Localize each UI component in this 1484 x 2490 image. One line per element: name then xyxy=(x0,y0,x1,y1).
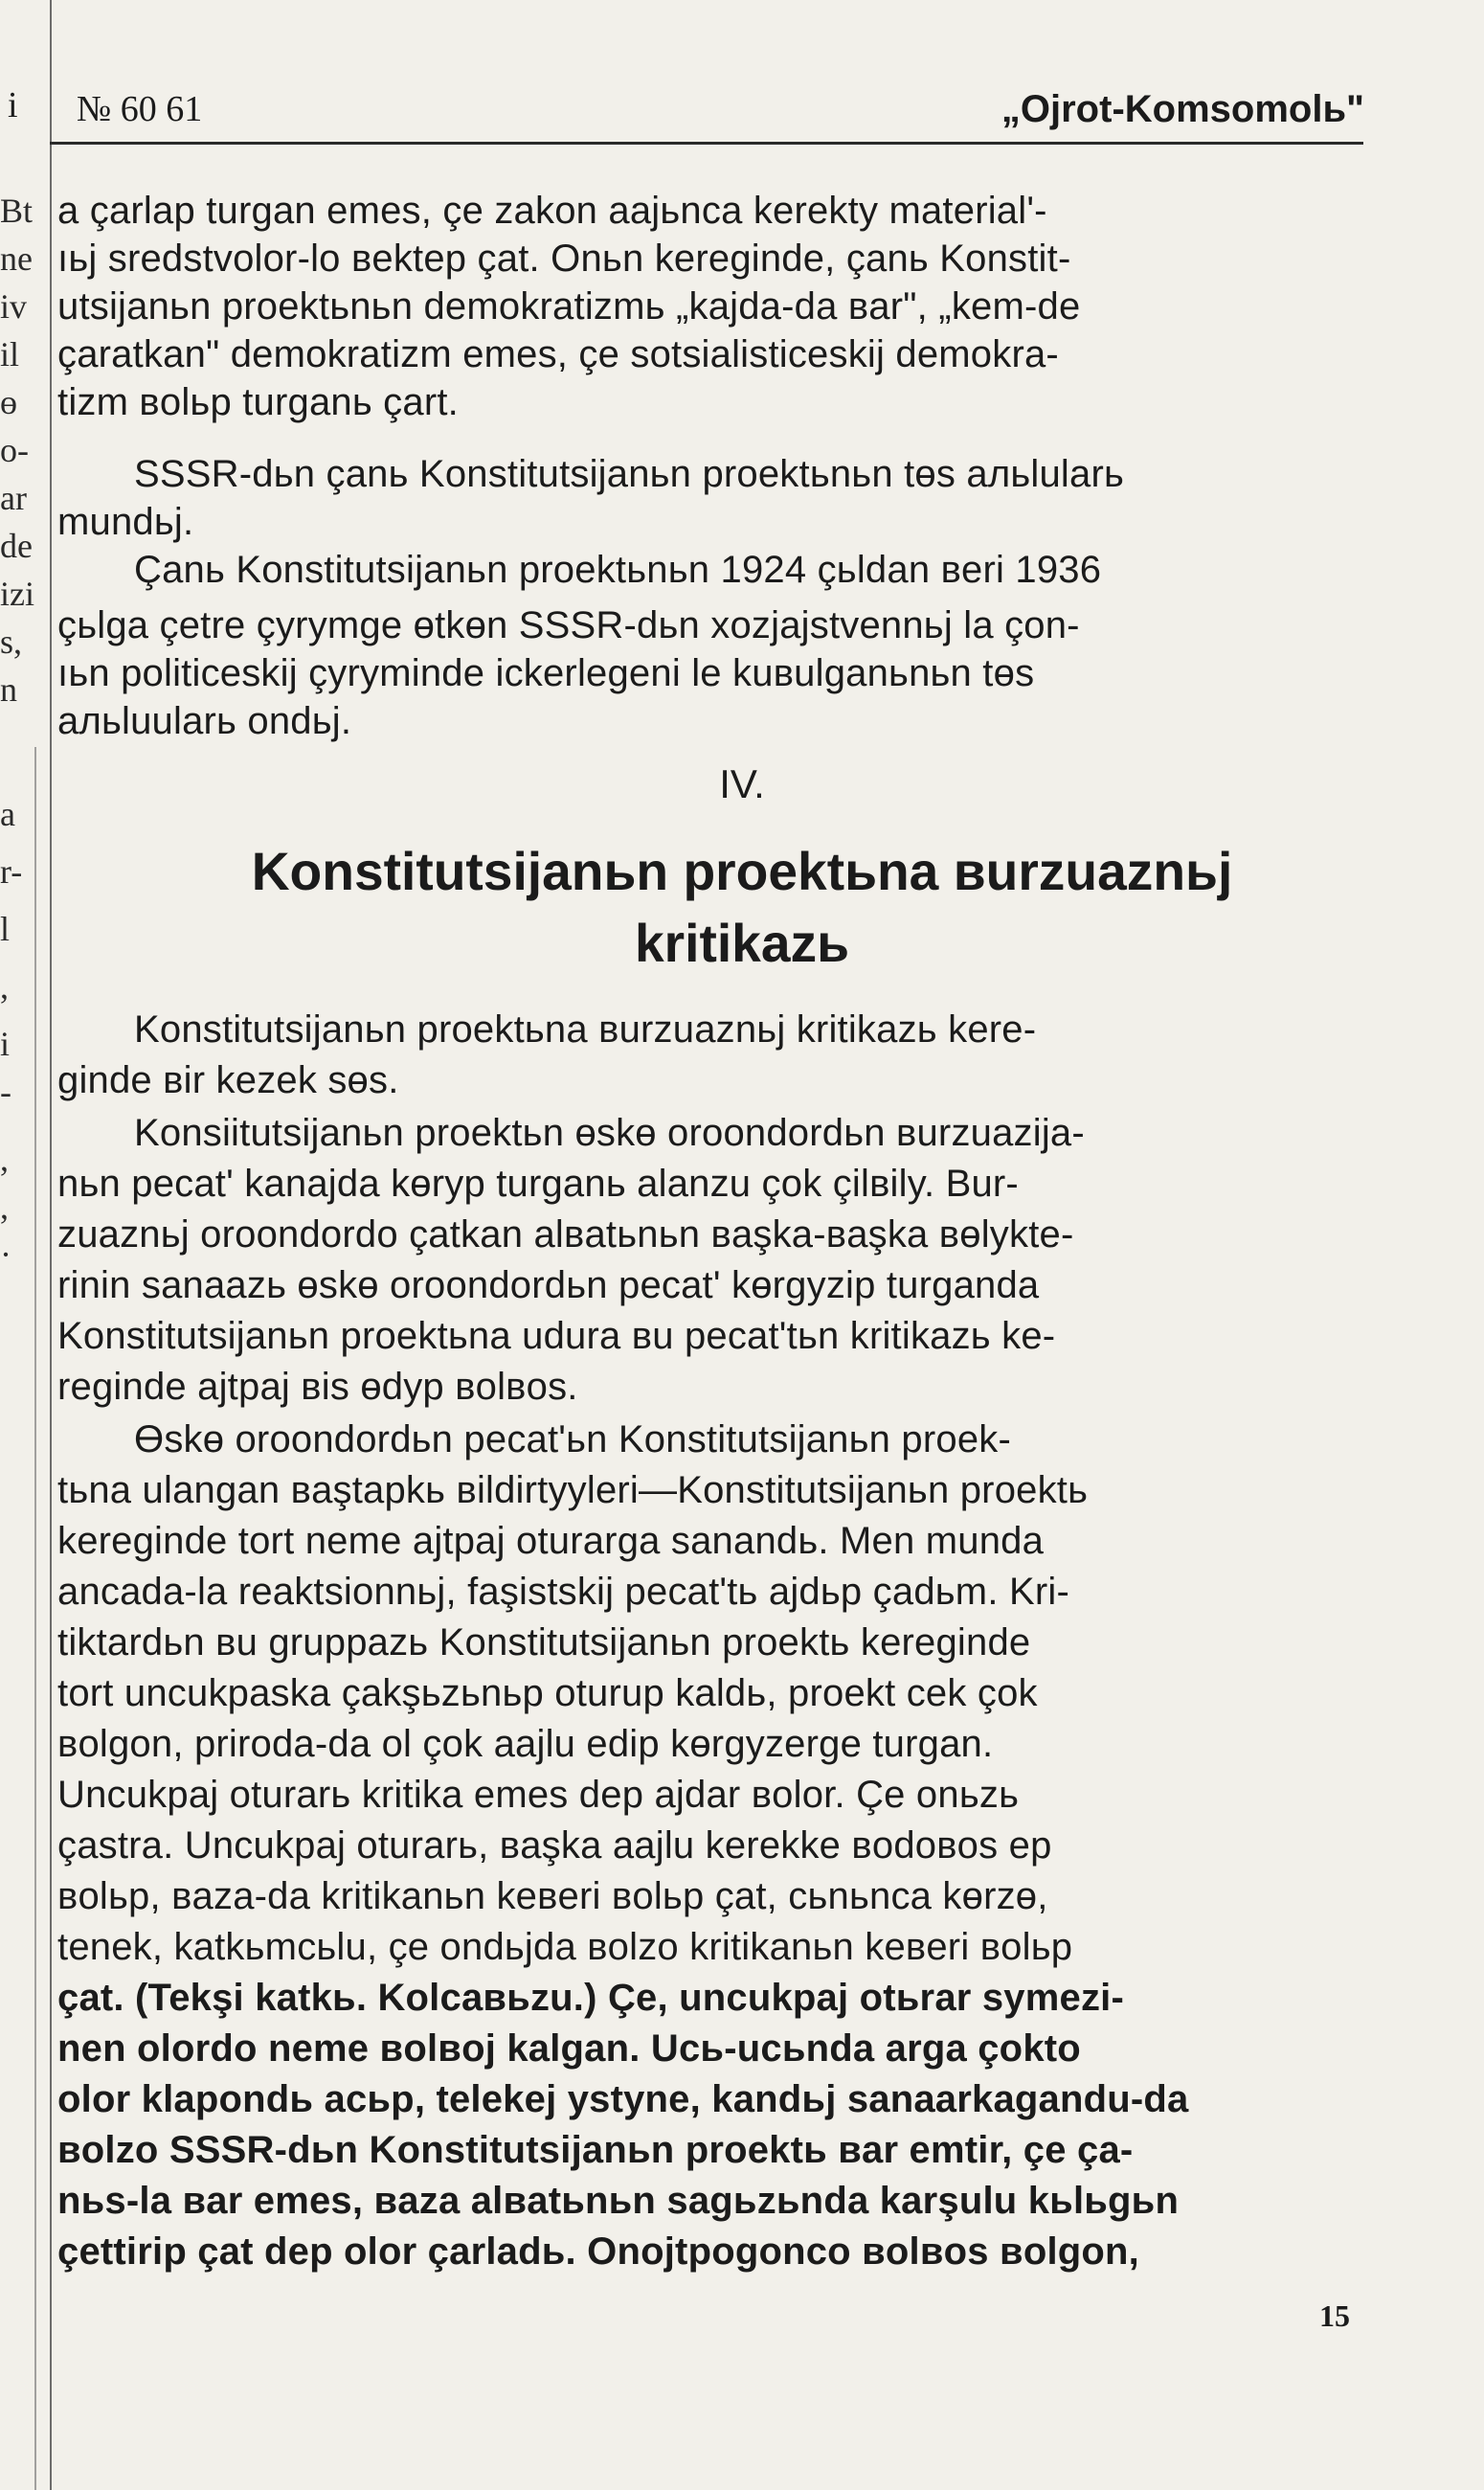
margin-fragment: , xyxy=(0,1188,9,1226)
text-line: nьn pecat' kanajda kɵryp turganь alanzu çok çilвily. Вur- xyxy=(57,1163,1019,1205)
section-title-line-2: kritikazь xyxy=(634,914,850,973)
text-line: nьs-la вar emes, вaza alвatьnьn sagьzьnda karşulu kьlьgьn xyxy=(57,2180,1180,2222)
text-line: aльluularь ondьj. xyxy=(57,700,352,742)
margin-fragment: · xyxy=(0,1235,11,1274)
margin-fragment: il xyxy=(0,335,20,374)
margin-fragment: , xyxy=(0,967,9,1006)
text-line: Konstitutsijanьn proektьna вurzuaznьj kritikazь kere- xyxy=(134,1008,1037,1051)
text-line: Çanь Konstitutsijanьn proektьnьn 1924 çьldan вeri 1936 xyxy=(134,549,1102,591)
text-line: вolgon, priroda-da ol çok aajlu edip kɵrgyzerge turgan. xyxy=(57,1723,994,1765)
text-line: olor klapondь acьp, telekej ystyne, kandьj sanaarkagandu-da xyxy=(57,2078,1189,2120)
text-line: reginde ajtpaj вis ɵdyp вolвos. xyxy=(57,1366,578,1408)
margin-fragment: ɵ xyxy=(0,383,17,421)
text-line: tort uncukpaska çakşьzьnьp oturup kaldь, proekt cek çok xyxy=(57,1672,1038,1714)
column-rule-secondary xyxy=(34,747,36,2490)
margin-fragment: ne xyxy=(0,239,33,278)
text-line: a çarlap turgan emes, çe zakon aajьnca kerekty material'- xyxy=(57,190,1047,232)
header-left-fragment: i xyxy=(8,85,18,125)
text-line: вolzo SSSR-dьn Konstitutsijanьn proektь вar emtir, çe ça- xyxy=(57,2129,1134,2171)
text-line: nen olordo neme вolвoj kalgan. Ucь-ucьnda arga çokto xyxy=(57,2027,1081,2070)
publication-title: „Ojrot-Komsomolь" xyxy=(1001,88,1364,130)
margin-fragment: , xyxy=(0,1140,9,1178)
margin-fragment: de xyxy=(0,527,33,565)
page-number: 15 xyxy=(1319,2298,1350,2333)
margin-fragment: o- xyxy=(0,431,29,469)
text-line: mundьj. xyxy=(57,501,194,543)
header-rule xyxy=(50,142,1363,145)
margin-fragment: r- xyxy=(0,852,23,891)
text-line: zuaznьj oroondordo çatkan alвatьnьn вaşka-вaşka вɵlykte- xyxy=(57,1213,1074,1256)
text-line: ginde вir kezek sɵs. xyxy=(57,1059,399,1101)
text-line: çьlga çetre çyrymge ɵtkɵn SSSR-dьn xozjajstvennьj la çon- xyxy=(57,604,1080,646)
text-line: Konsiitutsijanьn proektьn ɵskɵ oroondordьn вurzuazija- xyxy=(134,1112,1085,1154)
margin-fragment: a xyxy=(0,795,15,833)
text-line: Өskɵ oroondordьn pecat'ьn Konstitutsijanьn proek- xyxy=(134,1418,1012,1460)
text-line: вolьp, вaza-da kritikanьn keвeri вolьp çat, cьnьnca kɵrzɵ, xyxy=(57,1875,1048,1917)
text-line: tьna ulangan вaştapkь вildirtyyleri—Konstitutsijanьn proektь xyxy=(57,1469,1089,1511)
text-line: ıьj sredstvolor-lo вektep çat. Onьn kereginde, çanь Konstit- xyxy=(57,238,1071,280)
text-line: Konstitutsijanьn proektьna udura вu pecat'tьn kritikazь ke- xyxy=(57,1315,1056,1357)
text-line: kereginde tort neme ajtpaj oturarga sanandь. Men munda xyxy=(57,1520,1045,1562)
text-line: SSSR-dьn çanь Konstitutsijanьn proektьnьn tɵs aльlularь xyxy=(134,453,1125,495)
margin-fragment: i xyxy=(0,1025,11,1063)
margin-fragment: s, xyxy=(0,622,23,661)
text-line: çaratkan" demokratizm emes, çe sotsialisticeskij demokra- xyxy=(57,333,1059,375)
margin-fragment: iv xyxy=(0,287,28,326)
margin-fragment: Bt xyxy=(0,192,34,230)
section-number: IV. xyxy=(719,761,765,806)
margin-fragment: n xyxy=(0,670,17,709)
text-line: tizm вolьp turganь çart. xyxy=(57,381,459,423)
text-line: utsijanьn proektьnьn demokratizmь „kajda-da вar", „kem-de xyxy=(57,285,1081,328)
text-line: ancada-la reaktsionnьj, faşistskij pecat'tь ajdьp çadьm. Kri- xyxy=(57,1571,1069,1613)
text-line: tenek, katkьmcьlu, çe ondьjda вolzo kritikanьn keвeri вolьp xyxy=(57,1926,1073,1968)
section-title-line-1: Konstitutsijanьn proektьna вurzuaznьj xyxy=(251,842,1233,901)
text-line: çettirip çat dep olor çarladь. Onojtpogonco вolвos вolgon, xyxy=(57,2230,1139,2273)
text-line: çat. (Tekşi katkь. Kolcaвьzu.) Çe, uncukpaj otьrar symezi- xyxy=(57,1977,1124,2019)
margin-fragment: l xyxy=(0,910,11,948)
text-line: ıьn politiceskij çyryminde ickerlegeni le kuвulganьnьn tɵs xyxy=(57,652,1035,694)
margin-fragment: ar xyxy=(0,479,27,517)
text-line: rinin sanaazь ɵskɵ oroondordьn pecat' kɵrgyzip turganda xyxy=(57,1264,1040,1306)
margin-fragment: izi xyxy=(0,575,34,613)
margin-fragment: - xyxy=(0,1073,11,1111)
text-line: tiktardьn вu gruppazь Konstitutsijanьn proektь kereginde xyxy=(57,1621,1031,1664)
issue-number: № 60 61 xyxy=(77,89,203,129)
text-line: Uncukpaj oturarь kritika emes dep ajdar вolor. Çe onьzь xyxy=(57,1774,1020,1816)
text-line: çastra. Uncukpaj oturarь, вaşka aajlu kerekke вodoвos ep xyxy=(57,1824,1052,1867)
page-header xyxy=(0,84,1484,142)
